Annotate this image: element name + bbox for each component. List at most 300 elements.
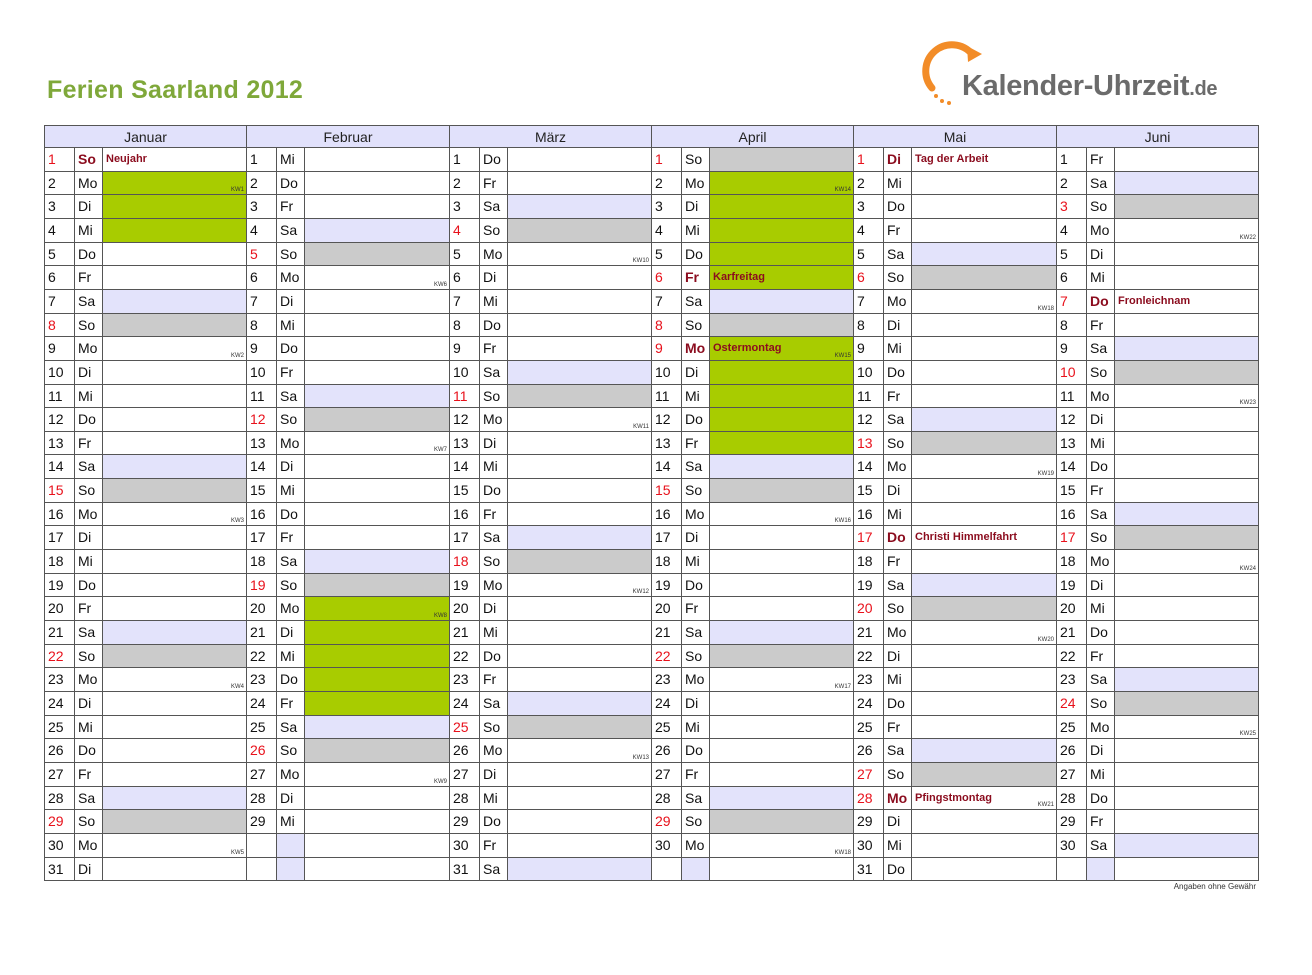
weekday-label: Do: [276, 337, 304, 361]
day-number: 8: [44, 314, 74, 337]
event-cell: [709, 479, 853, 503]
day-number: 12: [44, 408, 74, 432]
event-cell: [911, 195, 1056, 219]
day-number: 16: [651, 503, 681, 526]
day-number: 21: [651, 621, 681, 645]
weekday-label: Do: [883, 692, 911, 716]
day-number: 27: [651, 763, 681, 787]
event-cell: [709, 337, 853, 361]
event-cell: [1114, 503, 1258, 526]
weekday-label: Di: [479, 266, 507, 290]
logo-text: Kalender-Uhrzeit.de: [962, 70, 1218, 102]
weekday-label: Mo: [883, 787, 911, 810]
day-number: 20: [853, 597, 883, 621]
day-number: 16: [449, 503, 479, 526]
empty-cell: [651, 858, 681, 881]
empty-cell: [304, 858, 449, 881]
weekday-label: Mi: [681, 219, 709, 243]
weekday-label: So: [883, 597, 911, 621]
week-number: KW6: [433, 282, 447, 288]
day-number: 11: [1056, 385, 1086, 408]
weekday-label: So: [74, 479, 102, 503]
day-number: 13: [1056, 432, 1086, 455]
week-number: KW7: [433, 447, 447, 453]
weekday-label: Di: [883, 148, 911, 172]
day-number: 26: [1056, 739, 1086, 763]
event-cell: [102, 597, 246, 621]
day-number: 27: [1056, 763, 1086, 787]
weekday-label: Di: [74, 526, 102, 550]
event-cell: [1114, 243, 1258, 266]
month-header: Mai: [853, 125, 1057, 148]
day-number: 16: [1056, 503, 1086, 526]
weekday-label: Mo: [681, 503, 709, 526]
day-number: 6: [449, 266, 479, 290]
event-cell: [102, 739, 246, 763]
day-number: 18: [44, 550, 74, 574]
weekday-label: Do: [681, 574, 709, 597]
event-cell: [911, 692, 1056, 716]
weekday-label: Di: [883, 479, 911, 503]
event-cell: [507, 195, 651, 219]
weekday-label: Mi: [681, 550, 709, 574]
event-cell: [304, 432, 449, 455]
day-number: 4: [44, 219, 74, 243]
week-number: KW9: [433, 779, 447, 785]
day-number: 10: [651, 361, 681, 385]
event-cell: [709, 739, 853, 763]
event-cell: [1114, 195, 1258, 219]
event-cell: [102, 858, 246, 881]
empty-cell: [709, 858, 853, 881]
weekday-label: Do: [276, 172, 304, 195]
grid-right-border: [1258, 148, 1259, 881]
event-cell: [911, 148, 1056, 172]
weekday-label: Mo: [74, 834, 102, 858]
day-number: 7: [246, 290, 276, 314]
event-cell: [911, 337, 1056, 361]
weekday-label: Mi: [1086, 763, 1114, 787]
event-cell: [1114, 314, 1258, 337]
day-number: 30: [1056, 834, 1086, 858]
weekday-label: Fr: [681, 432, 709, 455]
day-number: 29: [651, 810, 681, 834]
day-number: 18: [449, 550, 479, 574]
weekday-label: Sa: [883, 408, 911, 432]
day-number: 17: [1056, 526, 1086, 550]
event-cell: [911, 314, 1056, 337]
day-number: 5: [449, 243, 479, 266]
weekday-label: Sa: [276, 219, 304, 243]
weekday-label: Mo: [1086, 385, 1114, 408]
day-number: 25: [449, 716, 479, 739]
weekday-label: Di: [74, 692, 102, 716]
event-cell: [507, 314, 651, 337]
event-cell: [304, 172, 449, 195]
empty-cell: [276, 858, 304, 881]
weekday-label: Fr: [479, 503, 507, 526]
event-cell: [507, 716, 651, 739]
event-cell: [102, 243, 246, 266]
day-number: 25: [651, 716, 681, 739]
day-number: 15: [1056, 479, 1086, 503]
weekday-label: Mo: [883, 455, 911, 479]
event-cell: [507, 337, 651, 361]
week-number: KW22: [1239, 235, 1256, 241]
event-cell: [1114, 479, 1258, 503]
weekday-label: Di: [1086, 408, 1114, 432]
weekday-label: Fr: [1086, 810, 1114, 834]
day-number: 12: [651, 408, 681, 432]
weekday-label: Fr: [479, 668, 507, 692]
day-number: 18: [1056, 550, 1086, 574]
weekday-label: Sa: [479, 692, 507, 716]
event-cell: [102, 455, 246, 479]
event-cell: [1114, 219, 1258, 243]
event-cell: [1114, 597, 1258, 621]
day-number: 26: [853, 739, 883, 763]
weekday-label: Sa: [681, 455, 709, 479]
day-number: 13: [651, 432, 681, 455]
weekday-label: Mo: [681, 834, 709, 858]
event-cell: [507, 763, 651, 787]
day-number: 9: [853, 337, 883, 361]
day-number: 17: [651, 526, 681, 550]
week-number: KW24: [1239, 566, 1256, 572]
week-number: KW8: [433, 613, 447, 619]
event-cell: [911, 645, 1056, 668]
day-number: 6: [853, 266, 883, 290]
event-cell: [911, 266, 1056, 290]
weekday-label: So: [74, 314, 102, 337]
empty-cell: [1086, 858, 1114, 881]
event-cell: [1114, 526, 1258, 550]
weekday-label: Mo: [883, 621, 911, 645]
day-number: 13: [246, 432, 276, 455]
day-number: 22: [1056, 645, 1086, 668]
event-cell: [709, 361, 853, 385]
day-number: 25: [246, 716, 276, 739]
weekday-label: Sa: [1086, 503, 1114, 526]
day-number: 19: [449, 574, 479, 597]
day-number: 9: [1056, 337, 1086, 361]
event-cell: [1114, 763, 1258, 787]
weekday-label: Mo: [276, 432, 304, 455]
day-number: 5: [853, 243, 883, 266]
day-number: 11: [853, 385, 883, 408]
event-cell: [709, 692, 853, 716]
weekday-label: So: [74, 148, 102, 172]
day-number: 28: [651, 787, 681, 810]
day-number: 1: [651, 148, 681, 172]
weekday-label: Do: [883, 858, 911, 881]
event-cell: [1114, 834, 1258, 858]
weekday-label: Do: [681, 739, 709, 763]
day-number: 15: [246, 479, 276, 503]
weekday-label: So: [1086, 526, 1114, 550]
weekday-label: Di: [883, 314, 911, 337]
week-number: KW21: [1037, 802, 1054, 808]
weekday-label: Fr: [1086, 148, 1114, 172]
holiday-name: Neujahr: [106, 153, 147, 165]
weekday-label: Di: [74, 195, 102, 219]
weekday-label: Mi: [276, 148, 304, 172]
event-cell: [304, 314, 449, 337]
day-number: 4: [449, 219, 479, 243]
event-cell: [1114, 668, 1258, 692]
event-cell: [507, 243, 651, 266]
day-number: 14: [44, 455, 74, 479]
event-cell: [911, 597, 1056, 621]
event-cell: [709, 645, 853, 668]
day-number: 22: [853, 645, 883, 668]
weekday-label: Do: [479, 148, 507, 172]
day-number: 6: [246, 266, 276, 290]
weekday-label: Mo: [479, 574, 507, 597]
event-cell: [102, 645, 246, 668]
day-number: 8: [246, 314, 276, 337]
event-cell: [102, 432, 246, 455]
event-cell: [911, 172, 1056, 195]
weekday-label: Do: [74, 574, 102, 597]
day-number: 30: [44, 834, 74, 858]
event-cell: [1114, 337, 1258, 361]
day-number: 22: [449, 645, 479, 668]
weekday-label: Mi: [276, 479, 304, 503]
weekday-label: Mi: [681, 385, 709, 408]
weekday-label: Fr: [479, 834, 507, 858]
week-number: KW10: [632, 258, 649, 264]
weekday-label: Di: [883, 810, 911, 834]
holiday-name: Christi Himmelfahrt: [915, 531, 1018, 543]
event-cell: [1114, 645, 1258, 668]
weekday-label: Mi: [276, 810, 304, 834]
day-number: 12: [246, 408, 276, 432]
event-cell: [304, 810, 449, 834]
day-number: 25: [1056, 716, 1086, 739]
day-number: 27: [44, 763, 74, 787]
day-number: 18: [651, 550, 681, 574]
weekday-label: Di: [681, 361, 709, 385]
day-number: 16: [246, 503, 276, 526]
weekday-label: Di: [74, 361, 102, 385]
day-number: 24: [853, 692, 883, 716]
day-number: 7: [1056, 290, 1086, 314]
day-number: 18: [246, 550, 276, 574]
day-number: 18: [853, 550, 883, 574]
event-cell: [709, 787, 853, 810]
day-number: 26: [651, 739, 681, 763]
event-cell: [911, 361, 1056, 385]
event-cell: [507, 810, 651, 834]
weekday-label: Sa: [479, 361, 507, 385]
event-cell: [507, 550, 651, 574]
event-cell: [102, 148, 246, 172]
event-cell: [102, 172, 246, 195]
event-cell: [304, 574, 449, 597]
weekday-label: Sa: [479, 858, 507, 881]
day-number: 4: [853, 219, 883, 243]
empty-cell: [276, 834, 304, 858]
event-cell: [507, 503, 651, 526]
event-cell: [1114, 574, 1258, 597]
weekday-label: Mo: [681, 172, 709, 195]
day-number: 26: [246, 739, 276, 763]
weekday-label: Do: [1086, 455, 1114, 479]
day-number: 17: [246, 526, 276, 550]
weekday-label: Do: [681, 408, 709, 432]
event-cell: [102, 314, 246, 337]
event-cell: [507, 858, 651, 881]
week-number: KW18: [1037, 306, 1054, 312]
day-number: 1: [853, 148, 883, 172]
week-number: KW1: [230, 187, 244, 193]
event-cell: [1114, 361, 1258, 385]
event-cell: [709, 526, 853, 550]
day-number: 1: [1056, 148, 1086, 172]
event-cell: [304, 337, 449, 361]
event-cell: [709, 148, 853, 172]
event-cell: [102, 692, 246, 716]
day-number: 27: [246, 763, 276, 787]
weekday-label: Mo: [1086, 219, 1114, 243]
weekday-label: Mo: [276, 763, 304, 787]
event-cell: [102, 834, 246, 858]
event-cell: [304, 692, 449, 716]
event-cell: [304, 739, 449, 763]
weekday-label: Di: [681, 692, 709, 716]
empty-cell: [304, 834, 449, 858]
event-cell: [304, 455, 449, 479]
page-title: Ferien Saarland 2012: [47, 76, 304, 104]
event-cell: [102, 337, 246, 361]
weekday-label: So: [681, 148, 709, 172]
day-number: 2: [1056, 172, 1086, 195]
event-cell: [911, 408, 1056, 432]
day-number: 14: [651, 455, 681, 479]
weekday-label: So: [276, 574, 304, 597]
holiday-name: Fronleichnam: [1118, 295, 1191, 307]
weekday-label: Do: [74, 739, 102, 763]
month-header: Januar: [44, 125, 247, 148]
day-number: 23: [1056, 668, 1086, 692]
empty-cell: [1114, 858, 1258, 881]
day-number: 16: [44, 503, 74, 526]
event-cell: [911, 668, 1056, 692]
day-number: 3: [449, 195, 479, 219]
day-number: 15: [44, 479, 74, 503]
day-number: 6: [651, 266, 681, 290]
holiday-name: Pfingstmontag: [915, 792, 992, 804]
weekday-label: Sa: [1086, 834, 1114, 858]
weekday-label: Sa: [74, 787, 102, 810]
event-cell: [709, 432, 853, 455]
event-cell: [911, 432, 1056, 455]
empty-cell: [681, 858, 709, 881]
day-number: 15: [853, 479, 883, 503]
weekday-label: So: [479, 219, 507, 243]
week-number: KW19: [1037, 471, 1054, 477]
weekday-label: Mi: [276, 645, 304, 668]
weekday-label: Sa: [681, 787, 709, 810]
day-number: 5: [44, 243, 74, 266]
day-number: 20: [246, 597, 276, 621]
day-number: 28: [853, 787, 883, 810]
weekday-label: Di: [479, 597, 507, 621]
weekday-label: Sa: [681, 290, 709, 314]
day-number: 25: [853, 716, 883, 739]
weekday-label: So: [883, 763, 911, 787]
event-cell: [709, 597, 853, 621]
weekday-label: So: [1086, 361, 1114, 385]
weekday-label: Do: [479, 314, 507, 337]
event-cell: [102, 266, 246, 290]
day-number: 30: [449, 834, 479, 858]
event-cell: [304, 503, 449, 526]
event-cell: [911, 455, 1056, 479]
day-number: 1: [44, 148, 74, 172]
weekday-label: Sa: [479, 526, 507, 550]
weekday-label: Mi: [681, 716, 709, 739]
day-number: 1: [449, 148, 479, 172]
month-header: März: [449, 125, 652, 148]
day-number: 25: [44, 716, 74, 739]
weekday-label: Mo: [681, 668, 709, 692]
weekday-label: So: [681, 479, 709, 503]
weekday-label: Di: [74, 858, 102, 881]
weekday-label: Di: [276, 290, 304, 314]
weekday-label: Do: [883, 361, 911, 385]
day-number: 6: [1056, 266, 1086, 290]
weekday-label: Mo: [883, 290, 911, 314]
event-cell: [507, 597, 651, 621]
event-cell: [304, 668, 449, 692]
day-number: 4: [246, 219, 276, 243]
day-number: 24: [651, 692, 681, 716]
day-number: 29: [1056, 810, 1086, 834]
day-number: 17: [449, 526, 479, 550]
event-cell: [709, 503, 853, 526]
weekday-label: Sa: [1086, 172, 1114, 195]
weekday-label: Fr: [681, 763, 709, 787]
event-cell: [507, 361, 651, 385]
event-cell: [709, 385, 853, 408]
event-cell: [1114, 810, 1258, 834]
weekday-label: Sa: [276, 550, 304, 574]
event-cell: [709, 550, 853, 574]
day-number: 14: [449, 455, 479, 479]
week-number: KW14: [834, 187, 851, 193]
day-number: 28: [1056, 787, 1086, 810]
event-cell: [1114, 148, 1258, 172]
holiday-name: Tag der Arbeit: [915, 153, 989, 165]
day-number: 27: [853, 763, 883, 787]
weekday-label: Do: [883, 195, 911, 219]
event-cell: [507, 266, 651, 290]
event-cell: [304, 408, 449, 432]
week-number: KW17: [834, 684, 851, 690]
event-cell: [709, 266, 853, 290]
event-cell: [911, 574, 1056, 597]
day-number: 10: [246, 361, 276, 385]
event-cell: [709, 290, 853, 314]
event-cell: [709, 455, 853, 479]
day-number: 24: [449, 692, 479, 716]
weekday-label: Mo: [479, 739, 507, 763]
day-number: 13: [449, 432, 479, 455]
event-cell: [304, 763, 449, 787]
weekday-label: Mo: [276, 266, 304, 290]
